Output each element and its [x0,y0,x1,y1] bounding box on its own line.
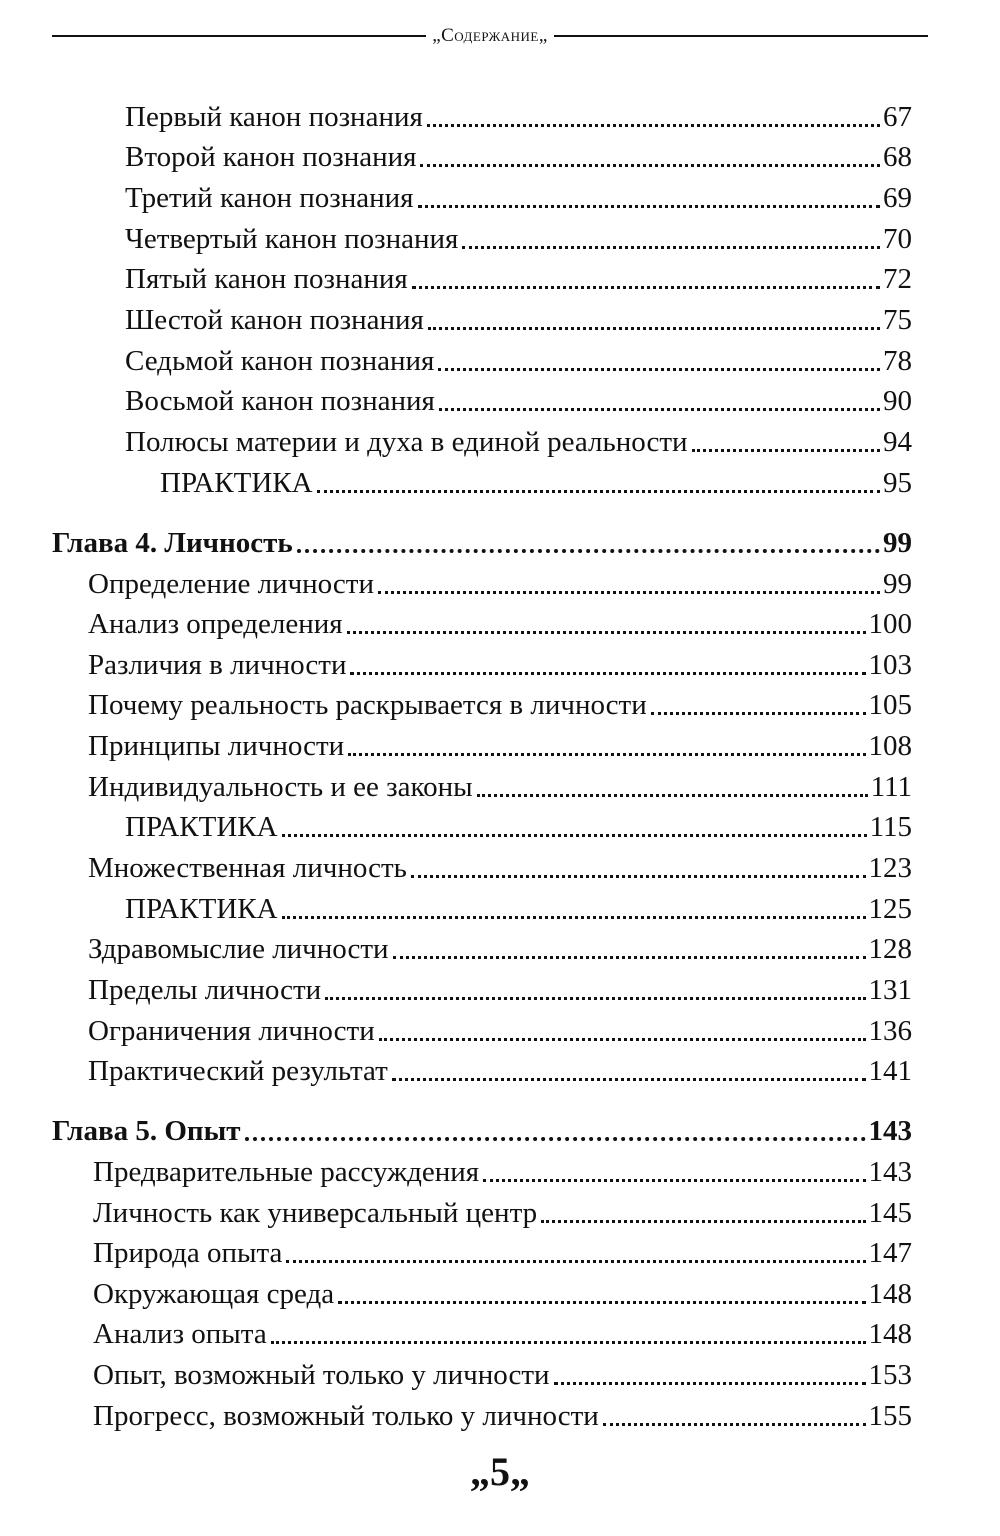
toc-entry-page-number: 95 [883,467,912,499]
dot-leader [325,997,865,1000]
dot-leader [554,1382,866,1385]
toc-entry-title: Ограничения личности [88,1015,375,1047]
toc-entry [88,642,912,682]
toc-entry-page-number: 143 [868,1115,912,1147]
toc-entry-title: Четвертый канон познания [125,223,459,255]
toc-entry-title: Множественная личность [88,852,407,884]
toc-entry-title: Глава 4. Личность [52,527,293,559]
toc-entry-page-number: 148 [868,1278,912,1310]
toc-entry-title: Анализ определения [88,608,343,640]
toc-entry-title: Индивидуальность и ее законы [88,771,473,803]
toc-entry [93,1352,912,1392]
toc-entry-page-number: 99 [883,568,912,600]
toc-chapter-entry [52,520,912,560]
toc-entry-page-number: 125 [868,893,912,925]
dot-leader [651,712,866,715]
toc-entry [88,845,912,885]
dot-leader [348,753,865,756]
toc-entry-title: Седьмой канон познания [125,345,435,377]
toc-entry-title: Пятый канон познания [125,263,408,295]
toc-entry-page-number: 68 [883,141,912,173]
dot-leader [317,490,880,493]
toc-entry-title: Окружающая среда [93,1278,335,1310]
toc-entry [125,378,912,418]
dot-leader [692,449,880,452]
dot-leader [418,205,881,208]
page-number: „5„ [470,1449,530,1494]
toc-entry-title: Здравомыслие личности [88,933,389,965]
toc-entry-title: Личность как универсальный центр [93,1197,538,1229]
toc-entry [88,601,912,641]
dot-leader [286,1260,865,1263]
toc-entry-title: Шестой канон познания [125,304,424,336]
toc-entry-title: Прогресс, возможный только у личности [93,1400,599,1432]
toc-entry-page-number: 69 [883,182,912,214]
toc-entry-page-number: 147 [868,1237,912,1269]
toc-entry-title: ПРАКТИКА [125,811,278,843]
toc-entry [88,967,912,1007]
toc-entry-page-number: 90 [883,385,912,417]
toc-entry-title: Полюсы материи и духа в единой реальности [125,426,688,458]
toc-entry-title: Принципы личности [88,730,345,762]
toc-entry-title: Различия в личности [88,649,347,681]
toc-entry [125,886,912,926]
dot-leader [412,286,880,289]
toc-entry [88,764,912,804]
toc-entry-page-number: 94 [883,426,912,458]
toc-entry-page-number: 108 [868,730,912,762]
toc-entry-page-number: 103 [868,649,912,681]
dot-leader [379,1038,866,1041]
dot-leader [271,1341,866,1344]
dot-leader [392,1078,866,1081]
dot-leader [282,916,866,919]
dot-leader [603,1423,866,1426]
toc-entry-page-number: 105 [868,689,912,721]
toc-entry-title: Пределы личности [88,974,322,1006]
toc-entry-title: Предварительные рассуждения [93,1156,480,1188]
toc-entry-title: Восьмой канон познания [125,385,435,417]
toc-entry [125,134,912,174]
toc-entry [93,1271,912,1311]
toc-entry-page-number: 128 [868,933,912,965]
toc-entry-page-number: 75 [883,304,912,336]
toc-entry-page-number: 145 [868,1197,912,1229]
toc-entry-title: Определение личности [88,568,374,600]
toc-entry-page-number: 78 [883,345,912,377]
toc-entry-page-number: 72 [883,263,912,295]
toc-chapter-entry [52,1108,912,1148]
dot-leader [347,631,866,634]
running-header [52,16,928,56]
toc-entry-page-number: 70 [883,223,912,255]
dot-leader [438,368,880,371]
toc-entry [93,1149,912,1189]
dot-leader [411,875,866,878]
header-rule-left [52,35,426,37]
dot-leader [297,549,880,553]
dot-leader [282,834,867,837]
dot-leader [338,1301,865,1304]
dot-leader [420,164,880,167]
toc-entry-title: Практический результат [88,1055,388,1087]
toc-entry [88,723,912,763]
toc-entry-page-number: 141 [868,1055,912,1087]
toc-entry [125,419,912,459]
toc-entry-page-number: 123 [868,852,912,884]
header-rule-right [554,35,928,37]
dot-leader [378,591,880,594]
dot-leader [462,246,880,249]
dot-leader [483,1179,865,1182]
toc-entry [93,1190,912,1230]
toc-entry [93,1311,912,1351]
dot-leader [427,124,880,127]
toc-entry [125,216,912,256]
toc-entry [93,1393,912,1433]
toc-entry-page-number: 155 [868,1400,912,1432]
toc-entry-title: ПРАКТИКА [125,893,278,925]
toc-entry-title: Природа опыта [93,1237,283,1269]
dot-leader [477,794,868,797]
toc-entry-title: ПРАКТИКА [160,467,313,499]
toc-entry-page-number: 148 [868,1318,912,1350]
toc-entry-page-number: 100 [868,608,912,640]
toc-entry-title: Второй канон познания [125,141,417,173]
dot-leader [428,327,880,330]
toc-entry-page-number: 131 [868,974,912,1006]
toc-entry-title: Первый канон познания [125,101,423,133]
toc-entry [88,1048,912,1088]
toc-entry-page-number: 153 [868,1359,912,1391]
toc-entry [93,1230,912,1270]
toc-entry [88,1008,912,1048]
toc-entry-title: Глава 5. Опыт [52,1115,241,1147]
toc-entry-page-number: 136 [868,1015,912,1047]
toc-entry-title: Опыт, возможный только у личности [93,1359,550,1391]
dot-leader [393,956,866,959]
toc-entry-page-number: 111 [870,771,912,803]
toc-entry-title: Третий канон познания [125,182,414,214]
toc-entry [88,561,912,601]
dot-leader [350,672,865,675]
toc-entry [125,804,912,844]
toc-entry [160,460,912,500]
toc-entry-page-number: 67 [883,101,912,133]
toc-entry [88,682,912,722]
toc-entry [125,94,912,134]
toc-entry-title: Почему реальность раскрывается в личности [88,689,647,721]
dot-leader [245,1137,866,1141]
toc-entry-page-number: 99 [883,527,912,559]
toc-entry [125,297,912,337]
toc-entry-page-number: 115 [869,811,912,843]
toc-entry [125,256,912,296]
dot-leader [439,408,880,411]
toc-entry [125,175,912,215]
header-title: „Содержание„ [432,25,548,46]
toc-entry [88,926,912,966]
toc-entry-title: Анализ опыта [93,1318,267,1350]
toc-entry-page-number: 143 [868,1156,912,1188]
toc-entry [125,338,912,378]
dot-leader [541,1220,865,1223]
